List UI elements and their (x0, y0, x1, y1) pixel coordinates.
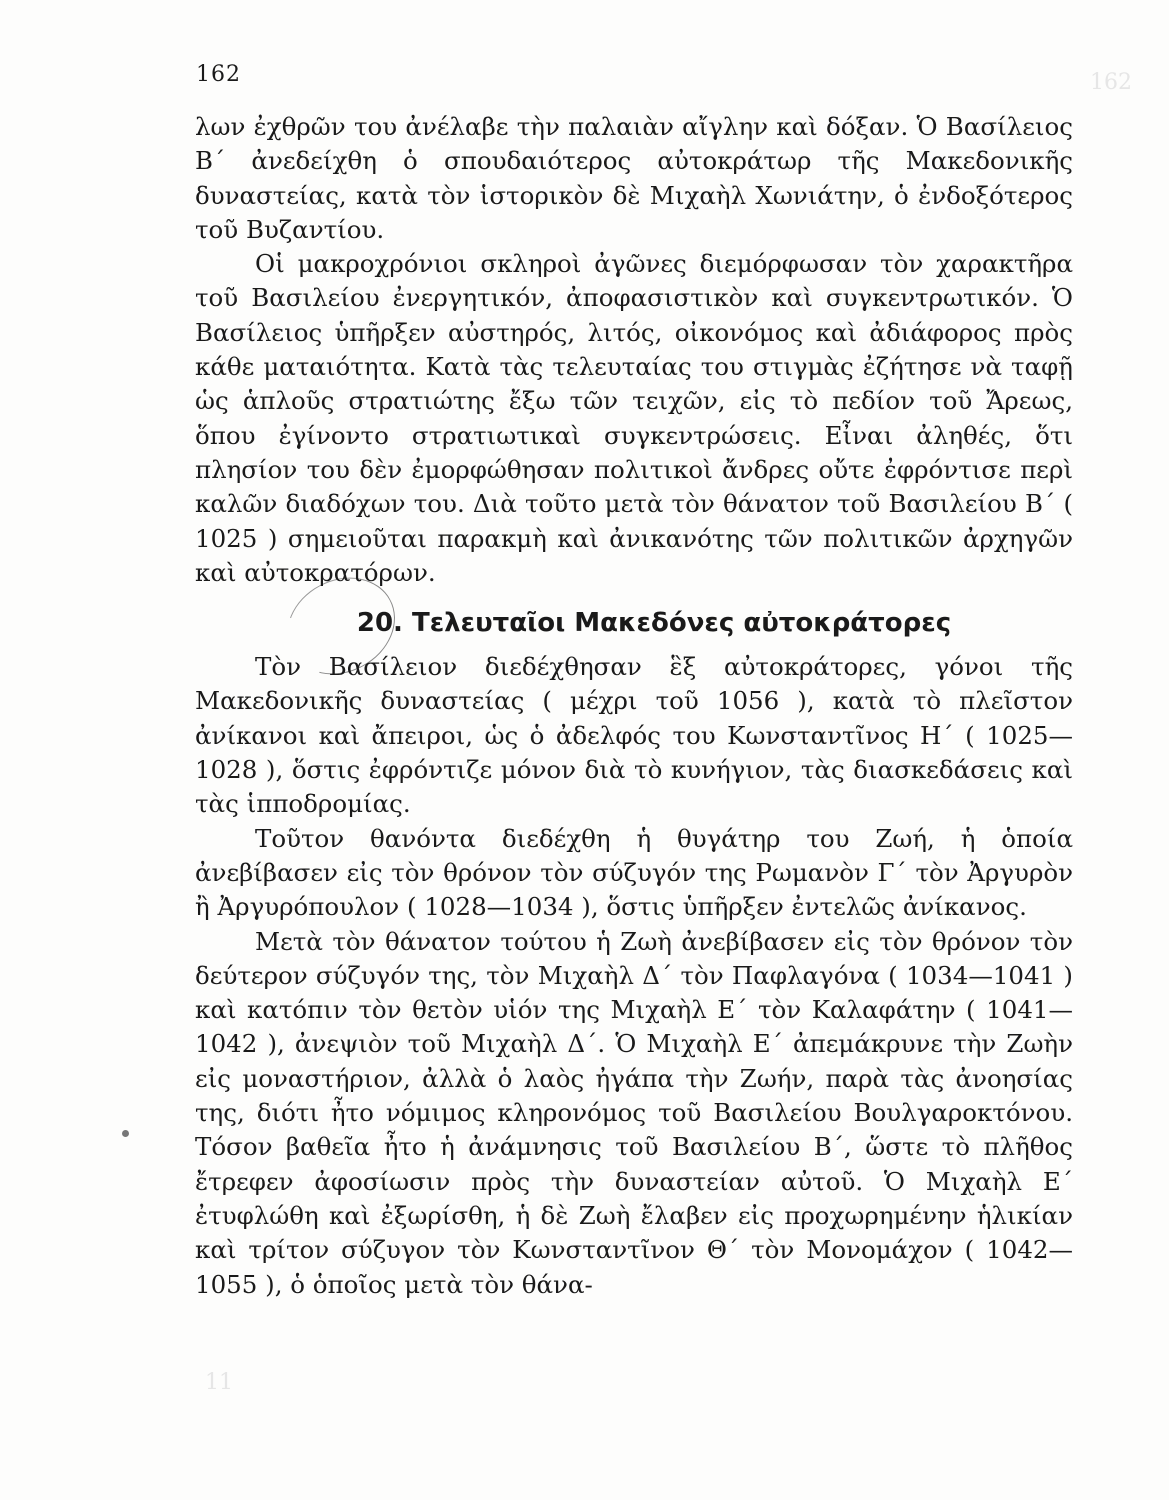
paragraph-4: Τοῦτον θανόντα διεδέχθη ἡ θυγάτηρ του Ζωή, ἡ ὁποία ἀνεβίβασεν εἰς τὸν θρόνον τὸν σύζυγόν της Ρωμανὸν Γ΄ τὸν Ἀργυρὸν ἢ Ἀργυρόπουλον ( 1028—1034 ), ὅστις ὑπῆρξεν ἐντελῶς ἀνίκανος. (195, 823, 1073, 922)
section-heading: 20. Τελευταῖοι Μακεδόνες αὐτοκράτορες (356, 608, 952, 639)
paragraph-5: Μετὰ τὸν θάνατον τούτου ἡ Ζωὴ ἀνεβίβασεν εἰς τὸν θρόνον τὸν δεύτερον σύζυγόν της, τὸν Μιχαὴλ Δ΄ τὸν Παφλαγόνα ( 1034—1041 ) καὶ κατόπιν τὸν θετὸν υἱόν της Μιχαὴλ Ε΄ τὸν Καλαφάτην ( 1041—1042 ), ἀνεψιὸν τοῦ Μιχαὴλ Δ΄. Ὁ Μιχαὴλ Ε΄ ἀπεμάκρυνε τὴν Ζωὴν εἰς μοναστήριον, ἀλλὰ ὁ λαὸς ἠγάπα τὴν Ζωήν, παρὰ τὰς ἀνοησίας της, διότι ἦτο νόμιμος κληρονόμος τοῦ Βασιλείου Βουλγαροκτόνου. Τόσον βαθεῖα ἦτο ἡ ἀνάμνησις τοῦ Βασιλείου Β΄, ὥστε τὸ πλῆθος ἔτρεφεν ἀφοσίωσιν πρὸς τὴν δυναστείαν αὐτοῦ. Ὁ Μιχαὴλ Ε΄ ἐτυφλώθη καὶ ἐξωρίσθη, ἡ δὲ Ζωὴ ἔλαβεν εἰς προχωρημένην ἡλικίαν καὶ τρίτον σύζυγον τὸν Κωνσταντῖνον Θ΄ τὸν Μονομάχον ( 1042—1055 ), ὁ ὁποῖος μετὰ τὸν θάνα- (195, 926, 1073, 1299)
paragraph-2: Οἱ μακροχρόνιοι σκληροὶ ἀγῶνες διεμόρφωσαν τὸν χαρακτῆρα τοῦ Βασιλείου ἐνεργητικόν, ἀποφασιστικὸν καὶ συγκεντρωτικόν. Ὁ Βασίλειος ὑπῆρξεν αὐστηρός, λιτός, οἰκονόμος καὶ ἀδιάφορος πρὸς κάθε ματαιότητα. Κατὰ τὰς τελευταίας του στιγμὰς ἐζήτησε νὰ ταφῇ ὡς ἁπλοῦς στρατιώτης ἔξω τῶν τειχῶν, εἰς τὸ πεδίον τοῦ Ἄρεως, ὅπου ἐγίνοντο στρατιωτικαὶ συγκεντρώσεις. Εἶναι ἀληθές, ὅτι πλησίον του δὲν ἐμορφώθησαν πολιτικοὶ ἄνδρες οὔτε ἐφρόντισε περὶ καλῶν διαδόχων του. Διὰ τοῦτο μετὰ τὸν θάνατον τοῦ Βασιλείου Β΄ ( 1025 ) σημειοῦται παρακμὴ καὶ ἀνικανότης τῶν πολιτικῶν ἀρχηγῶν καὶ αὐτοκρατόρων. (195, 249, 1073, 587)
main-text (195, 110, 1073, 1302)
ink-speck (122, 1130, 129, 1137)
paragraph-3: Τὸν Βασίλειον διεδέχθησαν ἓξ αὐτοκράτορες, γόνοι τῆς Μακεδονικῆς δυναστείας ( μέχρι τοῦ 1056 ), κατὰ τὸ πλεῖστον ἀνίκανοι καὶ ἄπειροι, ὡς ὁ ἀδελφός του Κωνσταντῖνος Η΄ ( 1025—1028 ), ὅστις ἐφρόντιζε μόνον διὰ τὸ κυνήγιον, τὰς διασκεδάσεις καὶ τὰς ἱπποδρομίας. (195, 652, 1073, 819)
page-number: 162 (196, 62, 241, 87)
show-through-page-number: 162 (1090, 70, 1132, 95)
show-through-mark: 11 (205, 1370, 233, 1395)
paragraph-1: λων ἐχθρῶν του ἀνέλαβε τὴν παλαιὰν αἴγλην καὶ δόξαν. Ὁ Βασίλειος Β΄ ἀνεδείχθη ὁ σπουδαιότερος αὐτοκράτωρ τῆς Μακεδονικῆς δυναστείας, κατὰ τὸν ἱστορικὸν δὲ Μιχαὴλ Χωνιάτην, ὁ ἐνδοξότερος τοῦ Βυζαντίου. (195, 112, 1073, 244)
